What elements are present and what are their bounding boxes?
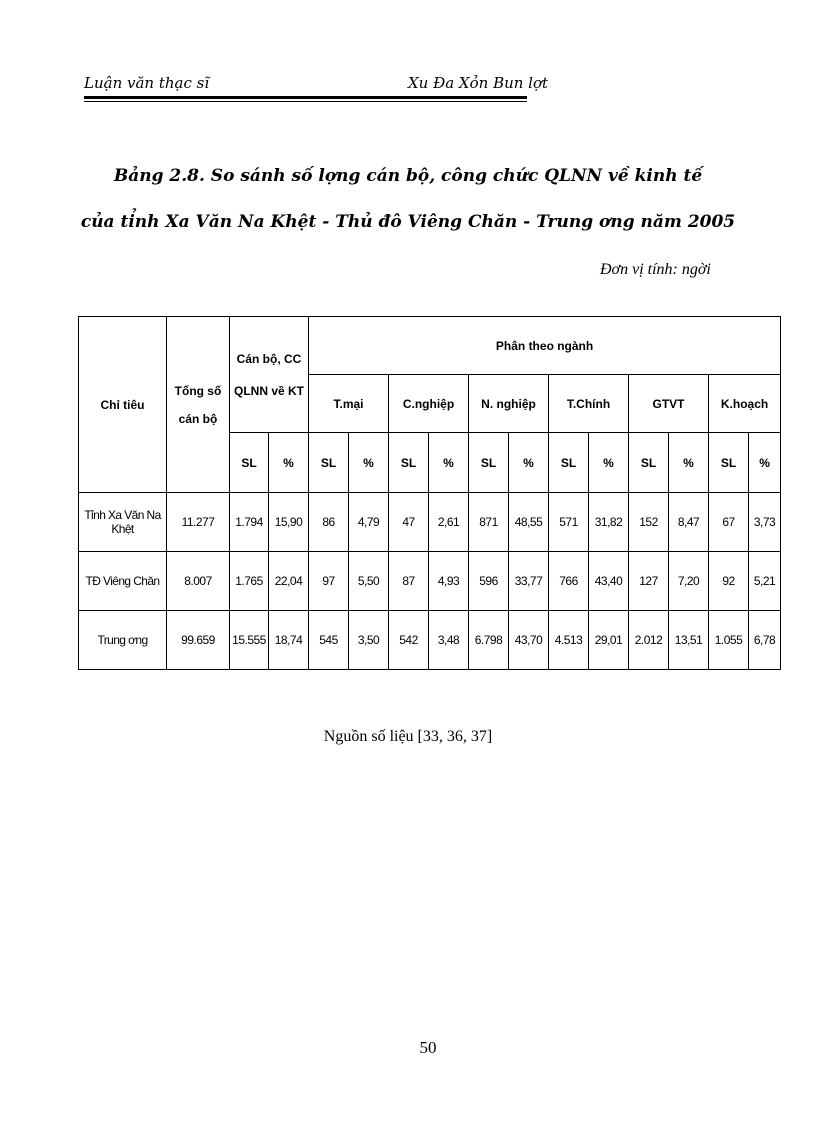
header-rule-thick xyxy=(84,96,527,99)
row-label: Trung ơng xyxy=(79,611,167,670)
row-label: Tỉnh Xa Văn Na Khệt xyxy=(79,493,167,552)
header-pct-3: % xyxy=(509,433,549,493)
table-cell: 31,82 xyxy=(589,493,629,552)
header-sector-4: GTVT xyxy=(629,375,709,433)
header-sl-0: SL xyxy=(230,433,269,493)
table-cell: 3,50 xyxy=(349,611,389,670)
comparison-table xyxy=(78,316,781,670)
table-cell: 1.055 xyxy=(709,611,749,670)
header-sector-5: K.hoạch xyxy=(709,375,781,433)
table-cell: 4,93 xyxy=(429,552,469,611)
table-cell: 3,73 xyxy=(749,493,781,552)
table-row xyxy=(79,493,781,552)
table-cell: 47 xyxy=(389,493,429,552)
table-cell: 43,40 xyxy=(589,552,629,611)
table-cell: 22,04 xyxy=(269,552,309,611)
header-sector-1: C.nghiệp xyxy=(389,375,469,433)
table-cell: 6,78 xyxy=(749,611,781,670)
table-cell: 4.513 xyxy=(549,611,589,670)
table-cell: 8.007 xyxy=(167,552,230,611)
header-sector-2: N. nghiệp xyxy=(469,375,549,433)
source-note: Nguồn số liệu [33, 36, 37] xyxy=(323,728,493,745)
table-cell: 86 xyxy=(309,493,349,552)
table-cell: 5,21 xyxy=(749,552,781,611)
table-cell: 5,50 xyxy=(349,552,389,611)
table-cell: 2,61 xyxy=(429,493,469,552)
table-cell: 92 xyxy=(709,552,749,611)
header-pct-0: % xyxy=(269,433,309,493)
unit-note: Đơn vị tính: ngời xyxy=(600,261,711,278)
header-pct-5: % xyxy=(669,433,709,493)
header-sl-1: SL xyxy=(309,433,349,493)
table-cell: 67 xyxy=(709,493,749,552)
header-pct-6: % xyxy=(749,433,781,493)
header-tong-so-line1: Tổng số xyxy=(174,383,222,398)
header-chi-tieu: Chỉ tiêu xyxy=(79,317,167,493)
header-sector-0: T.mại xyxy=(309,375,389,433)
table-cell: 766 xyxy=(549,552,589,611)
table-cell: 13,51 xyxy=(669,611,709,670)
table-cell: 33,77 xyxy=(509,552,549,611)
header-sector-3: T.Chính xyxy=(549,375,629,433)
table-cell: 871 xyxy=(469,493,509,552)
header-can-bo-line2: QLNN về KT xyxy=(234,383,305,398)
table-cell: 2.012 xyxy=(629,611,669,670)
table-cell: 11.277 xyxy=(167,493,230,552)
table-cell: 15.555 xyxy=(230,611,269,670)
table-cell: 1.794 xyxy=(230,493,269,552)
table-cell: 18,74 xyxy=(269,611,309,670)
header-sl-5: SL xyxy=(629,433,669,493)
table-cell: 596 xyxy=(469,552,509,611)
header-right-text: Xu Đa Xỏn Bun lợt xyxy=(408,74,549,92)
table-cell: 97 xyxy=(309,552,349,611)
header-sl-6: SL xyxy=(709,433,749,493)
header-pct-4: % xyxy=(589,433,629,493)
table-cell: 3,48 xyxy=(429,611,469,670)
table-cell: 43,70 xyxy=(509,611,549,670)
table-cell: 99.659 xyxy=(167,611,230,670)
table-title-line-2: của tỉnh Xa Văn Na Khệt - Thủ đô Viêng Chăn - Trung ơng năm 2005 xyxy=(80,212,736,232)
table-cell: 152 xyxy=(629,493,669,552)
table-cell: 29,01 xyxy=(589,611,629,670)
table-cell: 87 xyxy=(389,552,429,611)
header-can-bo xyxy=(230,317,309,433)
table-cell: 542 xyxy=(389,611,429,670)
table-cell: 7,20 xyxy=(669,552,709,611)
table-cell: 48,55 xyxy=(509,493,549,552)
header-pct-1: % xyxy=(349,433,389,493)
page-number: 50 xyxy=(419,1038,437,1057)
table-cell: 545 xyxy=(309,611,349,670)
table-cell: 8,47 xyxy=(669,493,709,552)
header-tong-so-line2: cán bộ xyxy=(178,411,218,426)
table-row xyxy=(79,611,781,670)
header-sl-2: SL xyxy=(389,433,429,493)
header-rule-thin xyxy=(84,101,527,102)
table-cell: 4,79 xyxy=(349,493,389,552)
header-pct-2: % xyxy=(429,433,469,493)
header-phan-theo-nganh: Phân theo ngành xyxy=(309,317,781,375)
header-sl-3: SL xyxy=(469,433,509,493)
table-row xyxy=(79,552,781,611)
header-can-bo-line1: Cán bộ, CC xyxy=(236,351,302,366)
header-tong-so xyxy=(167,317,230,493)
table-cell: 127 xyxy=(629,552,669,611)
table-cell: 1.765 xyxy=(230,552,269,611)
table-cell: 571 xyxy=(549,493,589,552)
header-sl-4: SL xyxy=(549,433,589,493)
table-cell: 6.798 xyxy=(469,611,509,670)
table-cell: 15,90 xyxy=(269,493,309,552)
header-left-text: Luận văn thạc sĩ xyxy=(84,74,210,92)
row-label: TĐ Viêng Chăn xyxy=(79,552,167,611)
table-title-line-1: Bảng 2.8. So sánh số lợng cán bộ, công chức QLNN về kinh tế xyxy=(113,166,703,186)
